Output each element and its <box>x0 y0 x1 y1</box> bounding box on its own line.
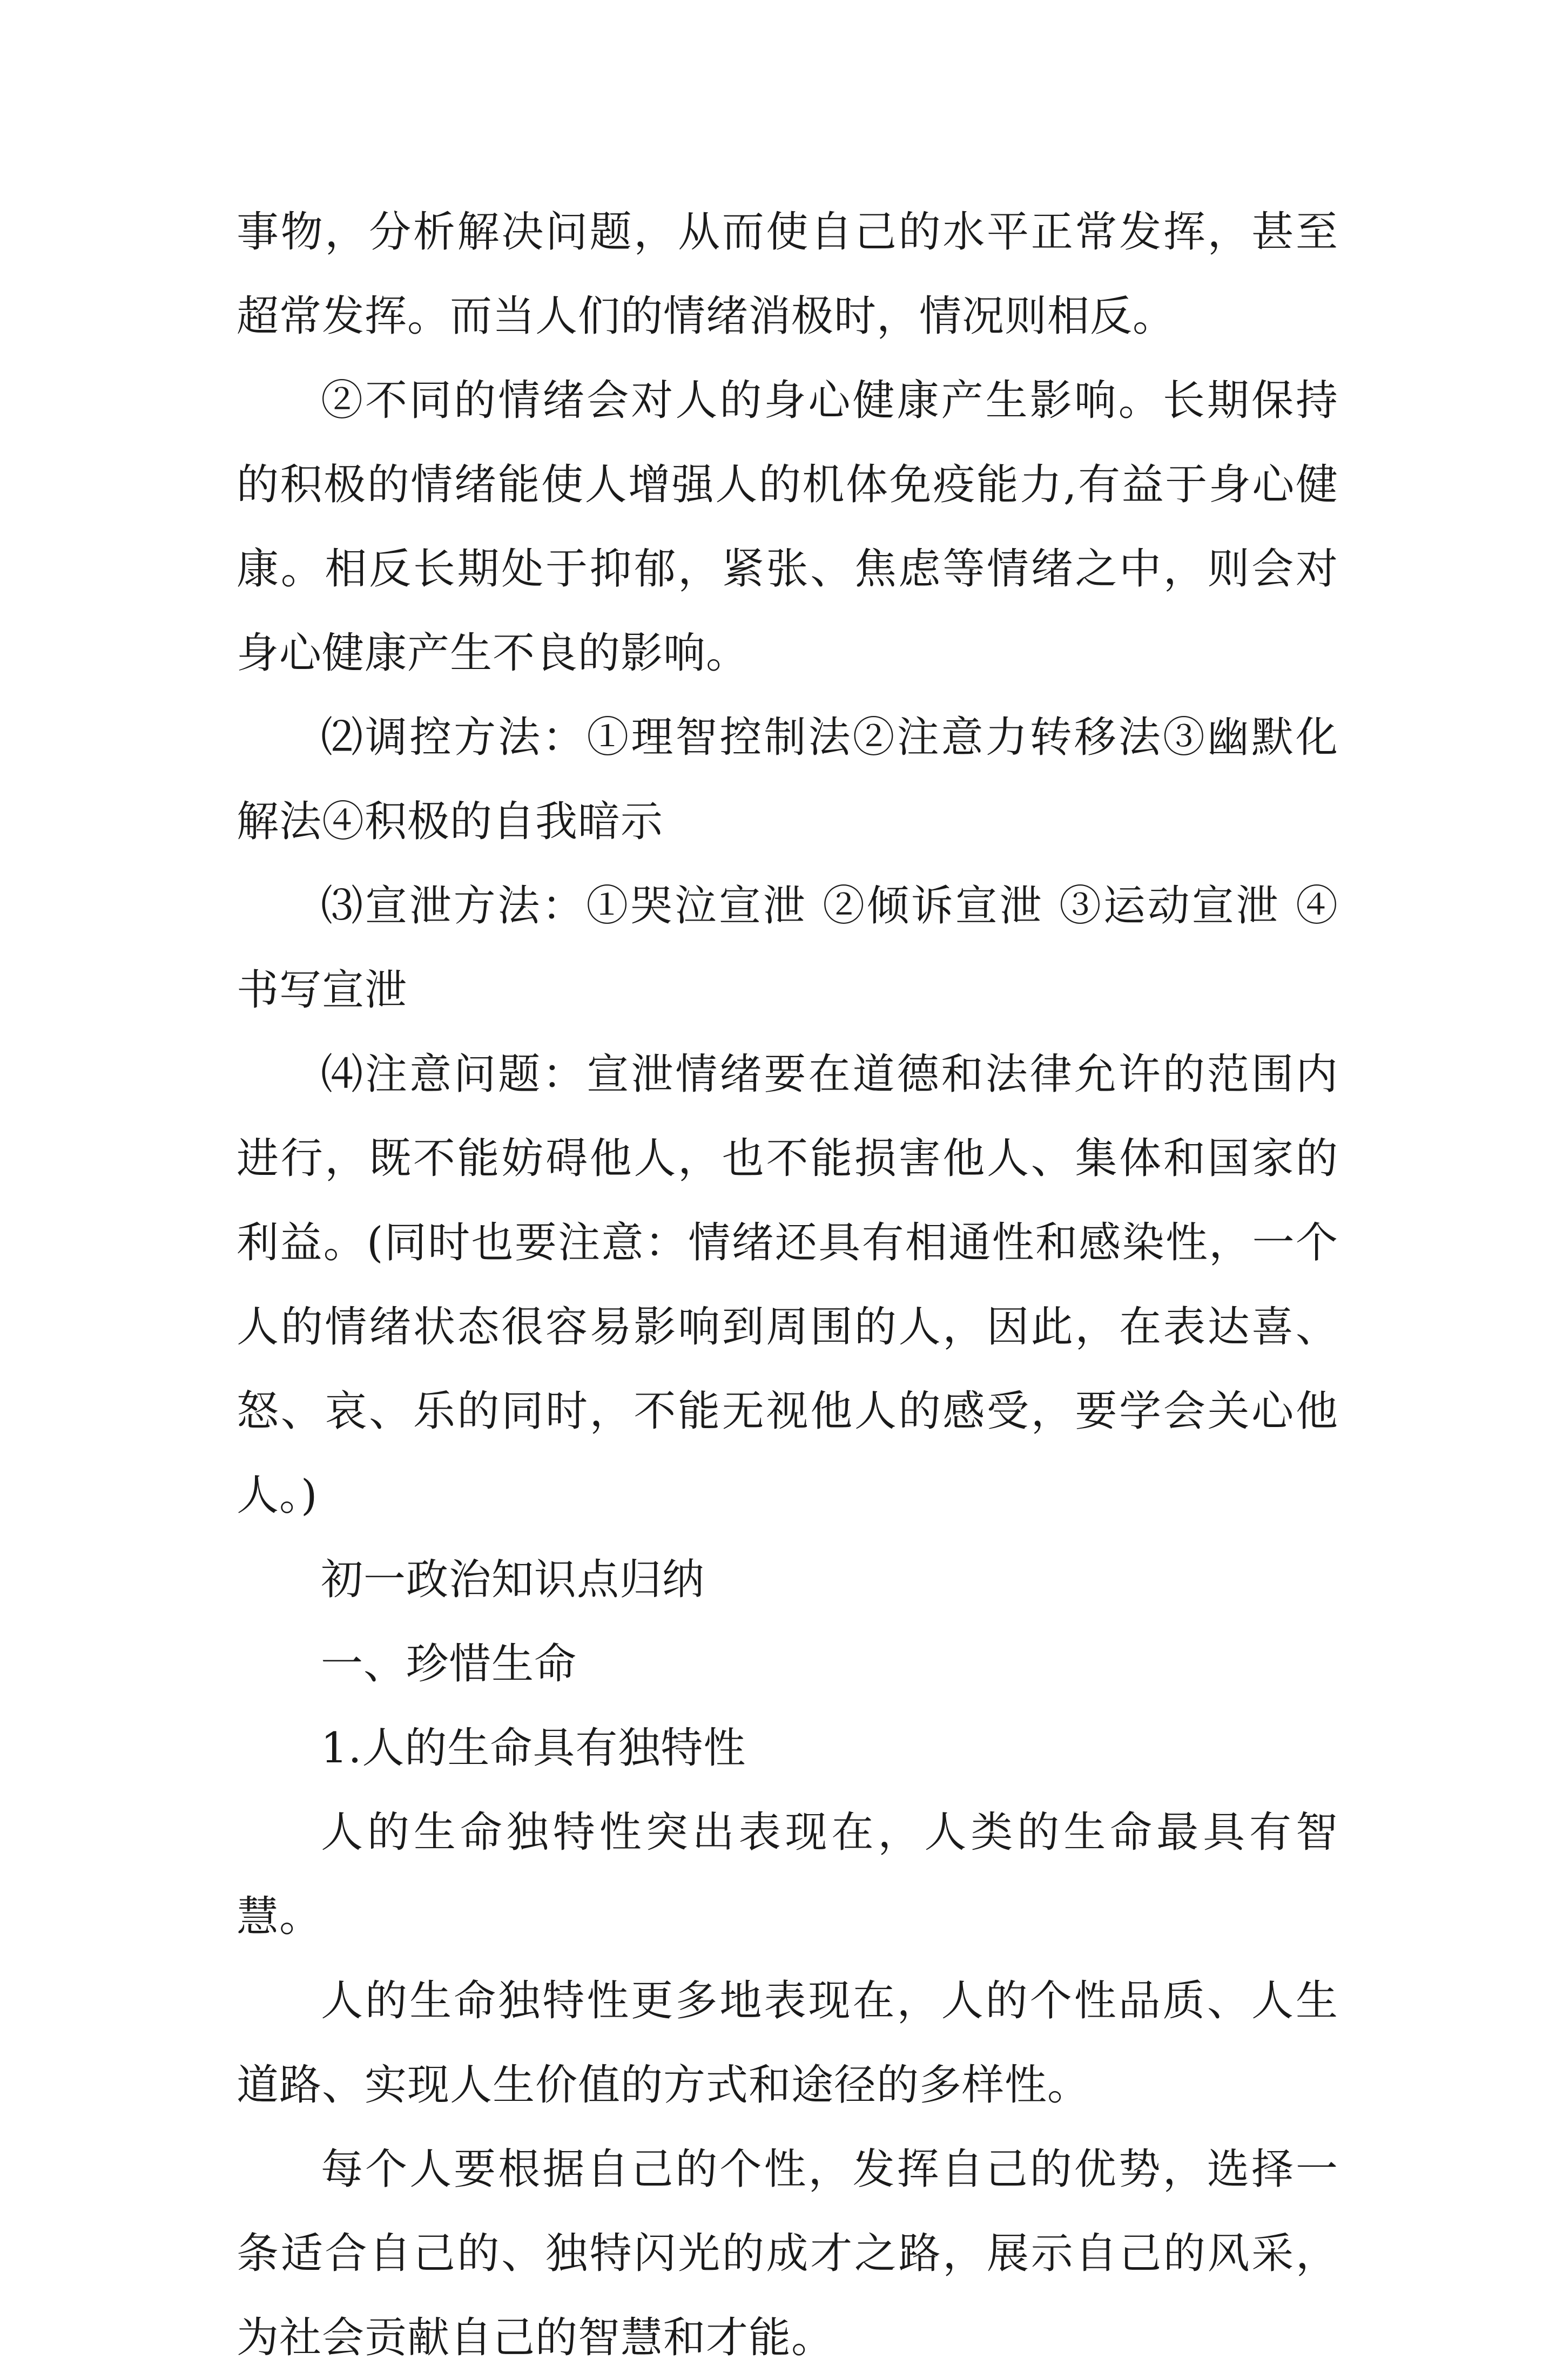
paragraph-continuation: 事物，分析解决问题，从而使自己的水平正常发挥，甚至超常发挥。而当人们的情绪消极时，情况则相反。 <box>237 208 1338 341</box>
paragraph-uniqueness-diversity: 人的生命独特性更多地表现在，人的个性品质、人生道路、实现人生价值的方式和途径的多样性。 <box>237 1977 1338 2109</box>
paragraph-personal-path: 每个人要根据自己的个性，发挥自己的优势，选择一条适合自己的、独特闪光的成才之路，展示自己的风采，为社会贡献自己的智慧和才能。 <box>237 2145 1338 2362</box>
paragraph-uniqueness-wisdom: 人的生命独特性突出表现在，人类的生命最具有智慧。 <box>237 1808 1338 1941</box>
paragraph-venting-methods: ⑶宣泄方法：①哭泣宣泄 ②倾诉宣泄 ③运动宣泄 ④书写宣泄 <box>237 882 1338 1015</box>
subsection-heading: 1.人的生命具有独特性 <box>321 1724 746 1773</box>
paragraph-regulation-methods: ⑵调控方法：①理智控制法②注意力转移法③幽默化解法④积极的自我暗示 <box>237 713 1338 846</box>
paragraph-emotion-health: ②不同的情绪会对人的身心健康产生影响。长期保持的积极的情绪能使人增强人的机体免疫能力,有益于身心健康。相反长期处于抑郁，紧张、焦虑等情绪之中，则会对身心健康产生不良的影响。 <box>237 376 1338 678</box>
section-title: 初一政治知识点归纳 <box>321 1556 705 1604</box>
document-body <box>237 190 1338 2380</box>
paragraph-cautions: ⑷注意问题：宣泄情绪要在道德和法律允许的范围内进行，既不能妨碍他人，也不能损害他人、集体和国家的利益。(同时也要注意：情绪还具有相通性和感染性，一个人的情绪状态很容易影响到周围的人，因此，在表达喜、怒、哀、乐的同时，不能无视他人的感受，要学会关心他人。) <box>237 1050 1338 1520</box>
section-heading: 一、珍惜生命 <box>321 1640 577 1688</box>
